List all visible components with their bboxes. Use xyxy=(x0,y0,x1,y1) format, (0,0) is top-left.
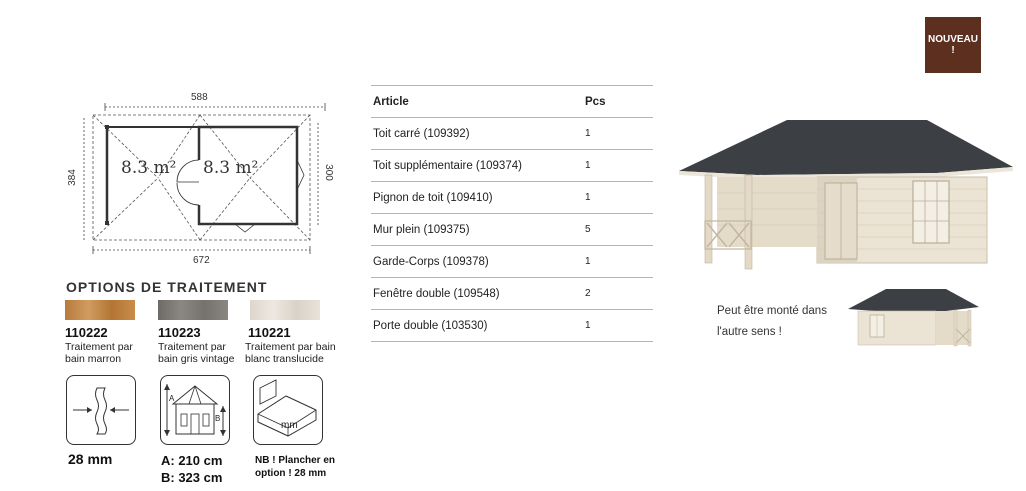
article-pcs: 2 xyxy=(585,278,653,310)
article-name: Toit carré (109392) xyxy=(371,118,585,150)
height-label-a: A xyxy=(169,394,175,403)
header-article: Article xyxy=(371,86,585,118)
table-row xyxy=(371,278,653,310)
article-pcs: 5 xyxy=(585,214,653,246)
floor-unit-label: mm xyxy=(281,420,298,431)
floor-icon xyxy=(253,375,323,445)
area-cabin: 8.3 m² xyxy=(203,158,259,178)
swatch-code-grey: 110223 xyxy=(158,325,201,340)
dimension-left: 384 xyxy=(66,169,78,186)
swatch-code-brown: 110222 xyxy=(65,325,108,340)
wall-thickness-value: 28 mm xyxy=(68,451,113,467)
article-name: Garde-Corps (109378) xyxy=(371,246,585,278)
height-icon xyxy=(160,375,230,445)
article-pcs: 1 xyxy=(585,150,653,182)
table-row xyxy=(371,246,653,278)
height-label-b: B xyxy=(215,414,221,423)
table-row xyxy=(371,214,653,246)
treatment-options-title: OPTIONS DE TRAITEMENT xyxy=(66,279,268,295)
article-pcs: 1 xyxy=(585,182,653,214)
header-pcs: Pcs xyxy=(585,86,653,118)
table-row xyxy=(371,310,653,342)
dimension-top: 588 xyxy=(191,92,208,103)
orientation-caption: Peut être monté dans l'autre sens ! xyxy=(717,305,827,338)
article-pcs: 1 xyxy=(585,118,653,150)
floor-note: NB ! Plancher en option ! 28 mm xyxy=(255,455,336,479)
swatch-desc-grey: Traitement par bain gris vintage xyxy=(158,341,235,365)
dimension-bottom: 672 xyxy=(193,255,210,266)
article-name: Toit supplémentaire (109374) xyxy=(371,150,585,182)
article-pcs: 1 xyxy=(585,246,653,278)
article-pcs: 1 xyxy=(585,310,653,342)
table-row xyxy=(371,150,653,182)
table-row xyxy=(371,118,653,150)
area-terrace: 8.3 m² xyxy=(121,158,177,178)
gazebo-mirrored-image xyxy=(846,287,981,349)
swatch-brown xyxy=(65,300,135,320)
wall-thickness-icon xyxy=(66,375,136,445)
table-header-row xyxy=(371,86,653,118)
height-values: A: 210 cm B: 323 cm xyxy=(161,453,223,485)
swatch-grey xyxy=(158,300,228,320)
floor-plan xyxy=(60,90,350,270)
floor-plan-drawing xyxy=(60,90,350,270)
table-row xyxy=(371,182,653,214)
gazebo-product-image xyxy=(677,115,1017,275)
article-name: Pignon de toit (109410) xyxy=(371,182,585,214)
swatch-desc-brown: Traitement par bain marron xyxy=(65,341,133,365)
article-name: Fenêtre double (109548) xyxy=(371,278,585,310)
article-name: Mur plein (109375) xyxy=(371,214,585,246)
article-table xyxy=(371,85,653,342)
dimension-right: 300 xyxy=(322,164,334,181)
swatch-white xyxy=(250,300,320,320)
swatch-desc-white: Traitement par bain blanc translucide xyxy=(245,341,336,365)
swatch-code-white: 110221 xyxy=(248,325,291,340)
article-name: Porte double (103530) xyxy=(371,310,585,342)
new-badge: NOUVEAU ! xyxy=(925,17,981,73)
